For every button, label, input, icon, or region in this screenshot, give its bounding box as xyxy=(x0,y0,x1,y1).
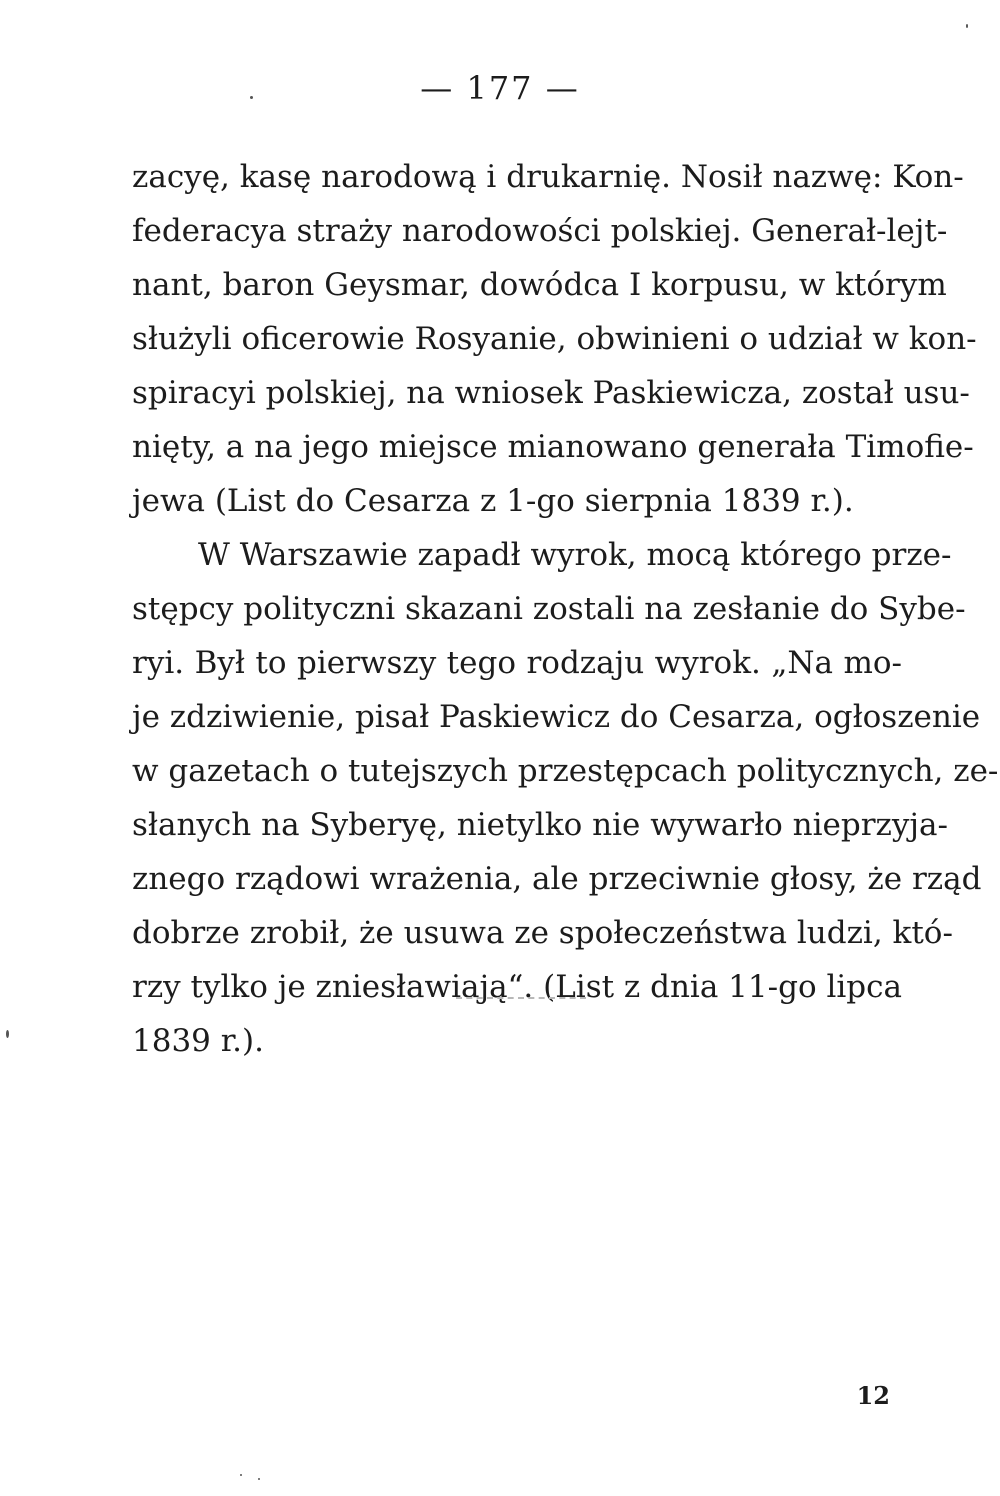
text-line: nięty, a na jego miejsce mianowano generała Timofie- xyxy=(132,429,974,465)
print-speck xyxy=(6,1030,9,1038)
text-line: znego rządowi wrażenia, ale przeciwnie głosy, że rząd xyxy=(132,861,982,897)
text-line: zacyę, kasę narodową i drukarnię. Nosił nazwę: Kon- xyxy=(132,159,964,195)
print-speck xyxy=(250,96,253,99)
text-line: nant, baron Geysmar, dowódca I korpusu, w którym xyxy=(132,267,947,303)
text-line: stępcy polityczni skazani zostali na zesłanie do Sybe- xyxy=(132,591,966,627)
text-line: spiracyi polskiej, na wniosek Paskiewicza, został usu- xyxy=(132,375,970,411)
print-speck xyxy=(966,24,968,28)
text-line: słanych na Syberyę, nietylko nie wywarło nieprzyja- xyxy=(132,807,948,843)
printer-signature-mark: 12 xyxy=(856,1381,890,1410)
page-number: — 177 — xyxy=(420,69,580,107)
text-line: rzy tylko je zniesławiają“. (List z dnia 11-go lipca xyxy=(132,969,902,1005)
print-speck xyxy=(240,1474,242,1476)
text-line: 1839 r.). xyxy=(132,1023,264,1059)
print-speck xyxy=(258,1478,260,1480)
text-line: federacya straży narodowości polskiej. Generał-lejt- xyxy=(132,213,948,249)
body-text xyxy=(132,150,999,1068)
faint-dashed-mark xyxy=(456,997,586,999)
text-line: je zdziwienie, pisał Paskiewicz do Cesarza, ogłoszenie xyxy=(132,699,981,735)
text-line: służyli oficerowie Rosyanie, obwinieni o udział w kon- xyxy=(132,321,977,357)
text-line: jewa (List do Cesarza z 1-go sierpnia 1839 r.). xyxy=(132,483,854,519)
text-line: ryi. Był to pierwszy tego rodzaju wyrok. „Na mo- xyxy=(132,645,902,681)
text-line: w gazetach o tutejszych przestępcach politycznych, ze- xyxy=(132,753,999,789)
text-line: dobrze zrobił, że usuwa ze społeczeństwa ludzi, któ- xyxy=(132,915,953,951)
paragraph-start-line: W Warszawie zapadł wyrok, mocą którego prze- xyxy=(198,537,952,573)
